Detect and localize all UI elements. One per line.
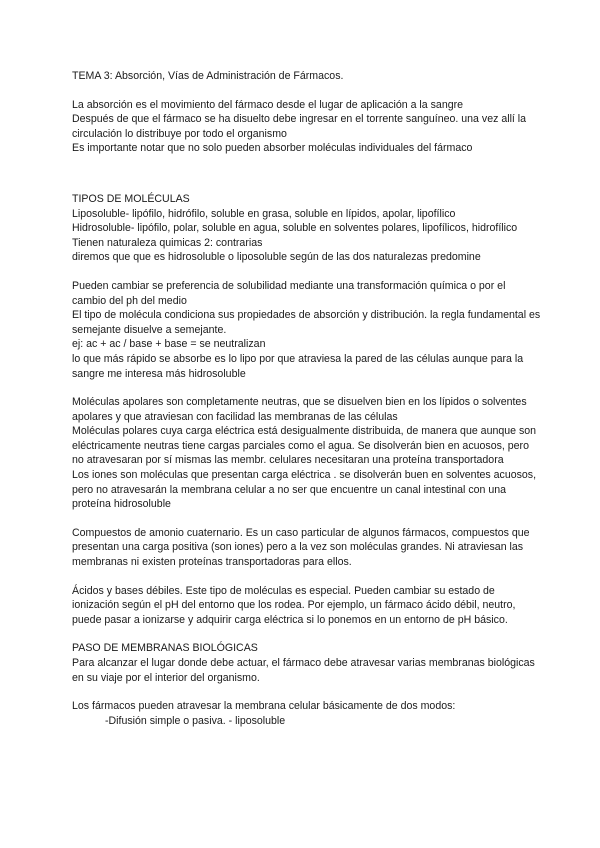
amonio-paragraph: Compuestos de amonio cuaternario. Es un caso particular de algunos fármacos, compuestos que presentan una carga positiva (son iones) pero a la vez son moléculas grandes. Ni atraviesan las membranas ni existen proteínas transportadoras para ellos. [72, 526, 530, 569]
modos-item-1: -Difusión simple o pasiva. - liposoluble [105, 714, 286, 727]
modos-paragraph: Los fármacos pueden atravesar la membrana celular básicamente de dos modos: [72, 700, 456, 713]
spacer [72, 84, 542, 98]
tipos-line-4: diremos que que es hidrosoluble o liposoluble según de las dos naturalezas predomine [72, 251, 481, 264]
membranas-heading: PASO DE MEMBRANAS BIOLÓGICAS [72, 642, 258, 655]
moleculas-polares: Moléculas polares cuya carga eléctrica está desigualmente distribuida, de manera que aunque son eléctricamente neutras tiene cargas parciales como el agua. Se disolverán bien en acuosos, pero no atravesaran por sí mismas las membr. celulares necesitaran una proteína transportadora [72, 425, 537, 467]
spacer [72, 570, 542, 584]
spacer [72, 381, 542, 395]
intro-line-3: Es importante notar que no solo pueden absorber moléculas individuales del fármaco [72, 142, 473, 155]
document-title: TEMA 3: Absorción, Vías de Administración de Fármacos. [72, 70, 344, 82]
solubilidad-line-2: El tipo de molécula condiciona sus propiedades de absorción y distribución. la regla fundamental es semejante disuelve a semejante. [72, 309, 541, 336]
spacer [72, 685, 542, 699]
spacer [72, 265, 542, 279]
tipos-line-3: Tienen naturaleza quimicas 2: contrarias [72, 236, 263, 249]
iones: Los iones son moléculas que presentan carga eléctrica . se disolverán buen en solventes acuosos, pero no atravesarán la membrana celular a no ser que encuentre un canal intestinal con una proteína hidrosoluble [72, 469, 537, 511]
membranas-paragraph: Para alcanzar el lugar donde debe actuar, el fármaco debe atravesar varias membranas biológicas en su viaje por el interior del organismo. [72, 657, 535, 684]
solubilidad-line-4: lo que más rápido se absorbe es lo lipo por que atraviesa la pared de las células aunque para la sangre me interesa más hidrosoluble [72, 352, 524, 380]
acidos-paragraph: Ácidos y bases débiles. Este tipo de moléculas es especial. Pueden cambiar su estado de ionización según el pH del entorno que los rodea. Por ejemplo, un fármaco ácido débil, neutro, puede pasar a ionizarse y adquirir carga eléctrica si lo ponemos en un entorno de pH básico. [72, 584, 516, 626]
tipos-line-1: Liposoluble- lipófilo, hidrófilo, soluble en grasa, soluble en lípidos, apolar, lipofílico [72, 207, 456, 220]
spacer [72, 156, 542, 192]
solubilidad-line-1: Pueden cambiar se preferencia de solubilidad mediante una transformación química o por el cambio del ph del medio [72, 279, 506, 307]
document-body [72, 69, 542, 728]
intro-line-1: La absorción es el movimiento del fármaco desde el lugar de aplicación a la sangre [72, 98, 464, 111]
solubilidad-line-3: ej: ac + ac / base + base = se neutralizan [72, 338, 266, 351]
spacer [72, 627, 542, 641]
moleculas-apolares: Moléculas apolares son completamente neutras, que se disuelven bien en los lípidos o solventes apolares y que atraviesan con facilidad las membranas de las células [72, 396, 527, 423]
tipos-line-2: Hidrosoluble- lipófilo, polar, soluble en agua, soluble en solventes polares, lipofílicos, hidrofílico [72, 222, 518, 235]
spacer [72, 512, 542, 526]
intro-line-2: Después de que el fármaco se ha disuelto debe ingresar en el torrente sanguíneo. una vez allí la circulación lo distribuye por todo el organismo [72, 113, 527, 140]
tipos-heading: TIPOS DE MOLÉCULAS [72, 192, 190, 205]
